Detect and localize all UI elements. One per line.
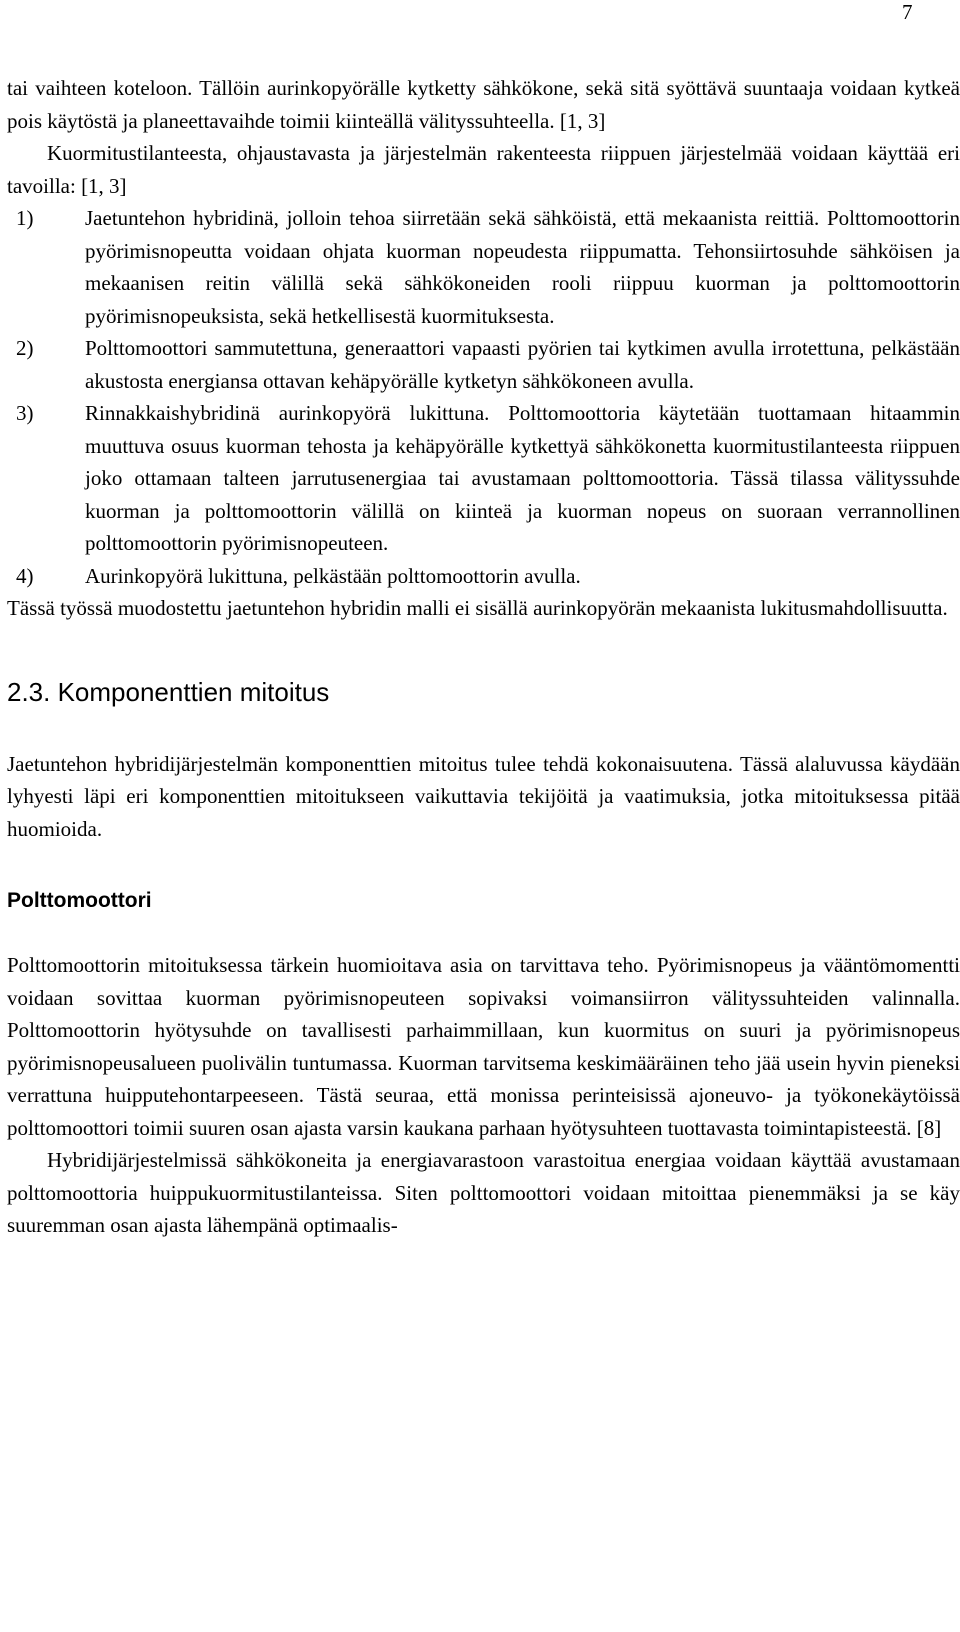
list-item [7,332,960,397]
list-number: 4) [16,563,34,588]
paragraph-intro: tai vaihteen koteloon. Tällöin aurinkopyörälle kytketty sähkökone, sekä sitä syöttävä suuntaaja voidaan kytkeä pois käytöstä ja planeettavaihde toimii kiinteällä välityssuhteella. [1, 3] [7,76,960,133]
list-number: 3) [16,401,34,425]
list-text: Jaetuntehon hybridinä, jolloin tehoa siirretään sekä sähköistä, että mekaanista reittiä. Polttomoottorin pyörimisnopeutta voidaan ohjata kuorman nopeudesta riippumatta. Tehonsiirtosuhde sähköisen ja mekaanisen reitin välillä sekä sähkökoneiden rooli riippuu kuorman ja polttomoottorin pyörimisnopeuksista, sekä hetkellisestä kuormituksesta. [85,206,960,328]
list-text: Aurinkopyörä lukittuna, pelkästään polttomoottorin avulla. [85,563,581,588]
subsection-paragraph: Hybridijärjestelmissä sähkökoneita ja energiavarastoon varastoitua energiaa voidaan käyttää avustamaan polttomoottoria huippukuormitustilanteissa. Siten polttomoottori voidaan mitoittaa pienemmäksi ja se käy suuremman osan ajasta lähempänä optimaalis- [7,1148,960,1237]
subsection-paragraph: Polttomoottorin mitoituksessa tärkein huomioitava asia on tarvittava teho. Pyörimisnopeus ja vääntömomentti voidaan sovittaa kuorman pyörimisnopeuteen sopivaksi voimansiirron välityssuhteiden valinnalla. Polttomoottorin hyötysuhde on tavallisesti parhaimmillaan, kun kuormitus on suuri ja pyörimisnopeus pyörimisnopeusalueen puolivälin tuntumassa. Kuorman tarvitsema keskimääräinen teho jää usein hyvin pieneksi verrattuna huipputehontarpeeseen. Tästä seuraa, että monissa perinteisissä ajoneuvo- ja työkonekäytöissä polttomoottori toimii suuren osan ajasta varsin kaukana parhaan hyötysuhteen tuottavasta toimintapisteestä. [8] [7,953,960,1140]
list-text: Rinnakkaishybridinä aurinkopyörä lukittuna. Polttomoottoria käytetään tuottamaan hitaammin muuttuva osuus kuorman tehosta ja kehäpyörälle kytkettyä sähkökonetta kuormitustilanteesta riippuen joko ottamaan talteen jarrutusenergiaa tai avustamaan polttomoottoria. Tässä tilassa välityssuhde kuorman ja polttomoottorin välillä on kiinteä ja kuorman nopeus on suoraan verrannollinen polttomoottorin pyörimisnopeuteen. [85,401,960,555]
page-number: 7 [902,0,913,24]
list-item [7,560,960,593]
section-heading: 2.3. Komponenttien mitoitus [7,676,330,707]
list-item [7,397,960,560]
document-body [7,72,960,1242]
usage-modes-list [7,202,960,592]
list-number: 2) [16,336,34,360]
subheading: Polttomoottori [7,889,152,912]
list-item [7,202,960,332]
paragraph-after-list: Tässä työssä muodostettu jaetuntehon hybridin malli ei sisällä aurinkopyörän mekaanista lukitusmahdollisuutta. [7,596,948,620]
list-number: 1) [16,206,34,230]
section-intro: Jaetuntehon hybridijärjestelmän komponenttien mitoitus tulee tehdä kokonaisuutena. Tässä alaluvussa käydään lyhyesti läpi eri komponenttien mitoitukseen vaikuttavia tekijöitä ja vaatimuksia, jotka mitoituksessa pitää huomioida. [7,751,960,841]
paragraph-usage-modes: Kuormitustilanteesta, ohjaustavasta ja järjestelmän rakenteesta riippuen järjestelmää voidaan käyttää eri tavoilla: [1, 3] [7,141,960,198]
list-text: Polttomoottori sammutettuna, generaattori vapaasti pyörien tai kytkimen avulla irrotettuna, pelkästään akustosta energiansa ottavan kehäpyörälle kytketyn sähkökoneen avulla. [85,336,960,393]
